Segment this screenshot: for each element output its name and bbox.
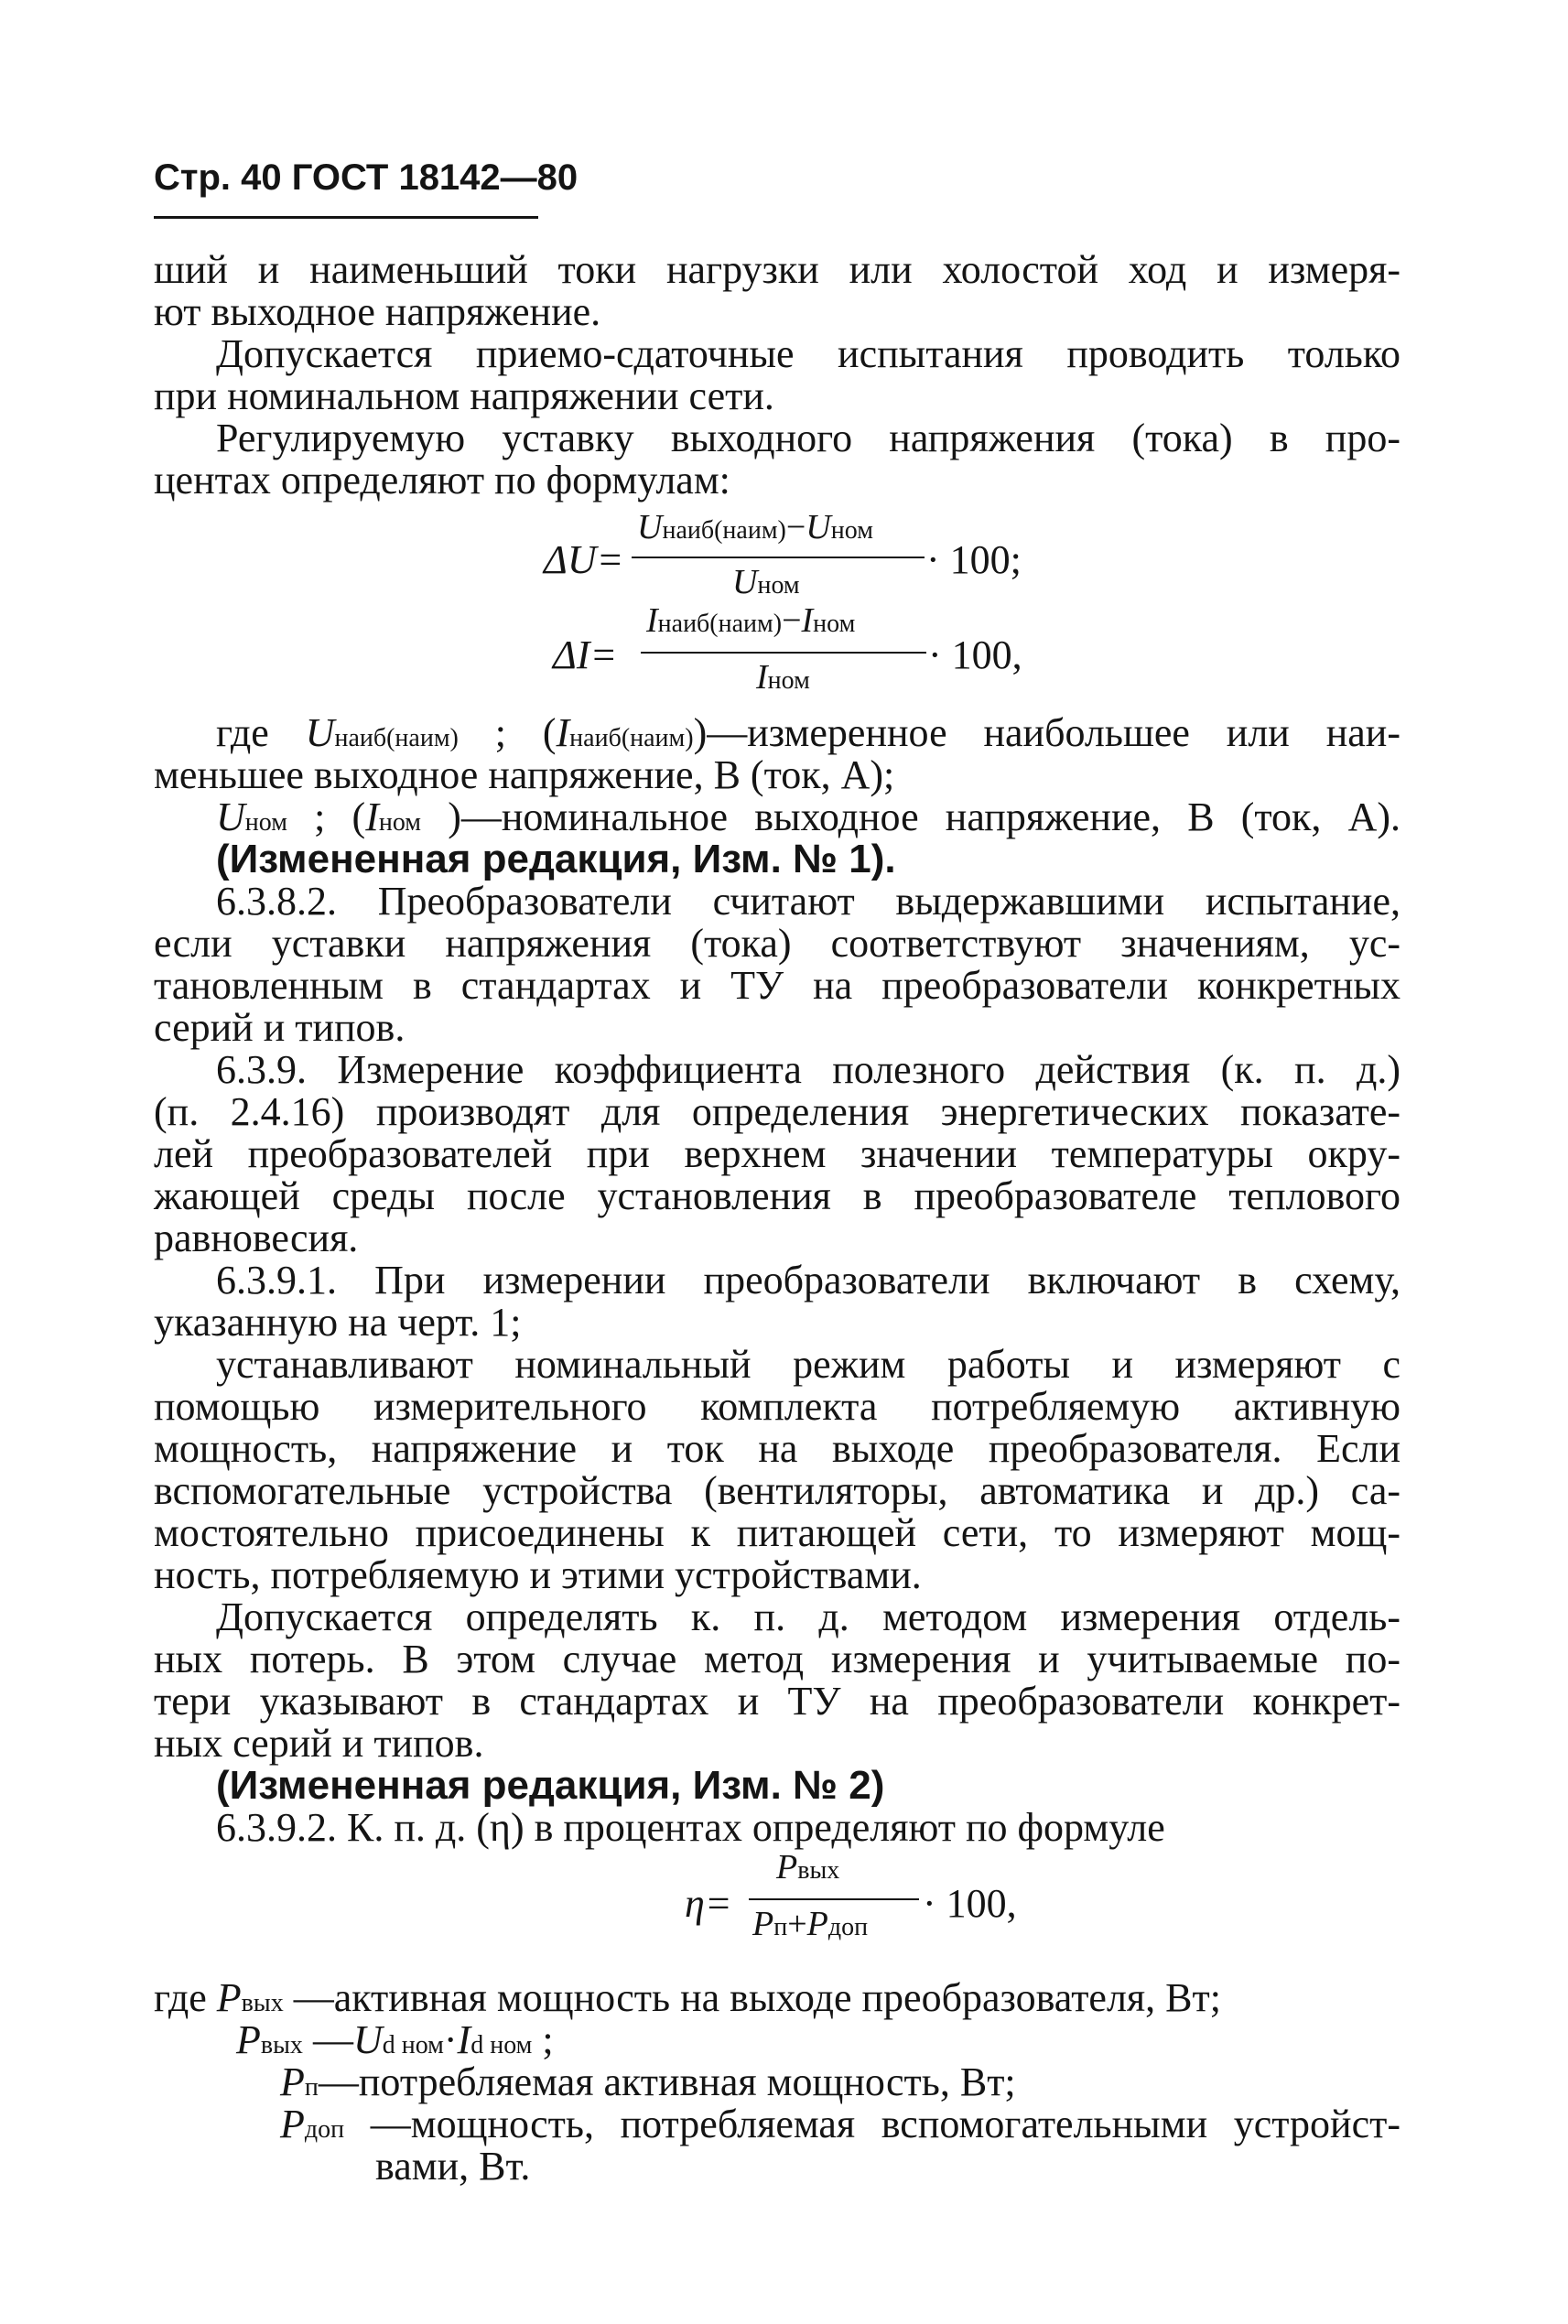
- text-line: если уставки напряжения (тока) соответствуют значениям, ус-: [154, 921, 1400, 966]
- text-line: 6.3.9.2. К. п. д. (η) в процентах определяют по формуле: [216, 1805, 1165, 1850]
- text-line: ных серий и типов.: [154, 1721, 484, 1766]
- text-line: тери указывают в стандартах и ТУ на преобразователи конкрет-: [154, 1679, 1400, 1724]
- definition-line: Pп—потребляемая активная мощность, Вт;: [280, 2059, 1016, 2104]
- header-rule: [154, 216, 538, 219]
- text-line: лей преобразователей при верхнем значении температуры окру-: [154, 1131, 1400, 1176]
- text-line: равновесия.: [154, 1216, 359, 1260]
- definition-line: где Uнаиб(наим) ; (Iнаиб(наим))—измеренное наибольшее или наи-: [216, 710, 1400, 755]
- text-line: ший и наименьший токи нагрузки или холостой ход и измеря-: [154, 247, 1400, 292]
- text-line: ют выходное напряжение.: [154, 289, 601, 334]
- text-line: 6.3.8.2. Преобразователи считают выдержавшими испытание,: [216, 879, 1400, 924]
- text-line: (п. 2.4.16) производят для определения энергетических показате-: [154, 1089, 1400, 1134]
- definition-line: Uном ; (Iном )—номинальное выходное напряжение, В (ток, А).: [216, 794, 1400, 839]
- fraction-bar: [632, 557, 925, 558]
- text-line: меньшее выходное напряжение, В (ток, А);: [154, 752, 895, 797]
- definition-line: где Pвых —активная мощность на выходе преобразователя, Вт;: [154, 1975, 1221, 2020]
- definition-line: Pдоп —мощность, потребляемая вспомогательными устройст-: [280, 2102, 1400, 2146]
- text-line: Допускается определять к. п. д. методом измерения отдель-: [216, 1594, 1400, 1639]
- text-line: 6.3.9.1. При измерении преобразователи включают в схему,: [216, 1258, 1400, 1303]
- amendment-note: (Измененная редакция, Изм. № 1).: [216, 837, 896, 881]
- text-line: помощью измерительного комплекта потребляемую активную: [154, 1384, 1400, 1429]
- text-line: вспомогательные устройства (вентиляторы, автоматика и др.) са-: [154, 1468, 1400, 1513]
- text-line: тановленным в стандартах и ТУ на преобразователи конкретных: [154, 963, 1400, 1008]
- text-line: мощность, напряжение и ток на выходе преобразователя. Если: [154, 1426, 1400, 1471]
- text-line: указанную на черт. 1;: [154, 1300, 522, 1345]
- page-header: Стр. 40 ГОСТ 18142—80: [154, 157, 579, 198]
- fraction-bar: [641, 652, 926, 654]
- text-line: Регулируемую уставку выходного напряжения (тока) в про-: [216, 416, 1400, 460]
- fraction-bar: [749, 1898, 919, 1900]
- text-line: серий и типов.: [154, 1005, 406, 1050]
- text-line: вами, Вт.: [375, 2144, 531, 2189]
- text-line: 6.3.9. Измерение коэффициента полезного действия (к. п. д.): [216, 1047, 1400, 1092]
- text-line: центах определяют по формулам:: [154, 458, 730, 503]
- text-line: жающей среды после установления в преобразователе теплового: [154, 1173, 1400, 1218]
- text-line: устанавливают номинальный режим работы и измеряют с: [216, 1342, 1400, 1387]
- text-line: Допускается приемо-сдаточные испытания проводить только: [216, 331, 1400, 376]
- definition-line: Pвых —Ud ном·Id ном ;: [236, 2017, 554, 2062]
- amendment-note: (Измененная редакция, Изм. № 2): [216, 1763, 885, 1808]
- text-line: при номинальном напряжении сети.: [154, 373, 774, 418]
- text-line: мостоятельно присоединены к питающей сети, то измеряют мощ-: [154, 1510, 1400, 1555]
- text-line: ных потерь. В этом случае метод измерения и учитываемые по-: [154, 1637, 1400, 1681]
- text-line: ность, потребляемую и этими устройствами.: [154, 1552, 922, 1597]
